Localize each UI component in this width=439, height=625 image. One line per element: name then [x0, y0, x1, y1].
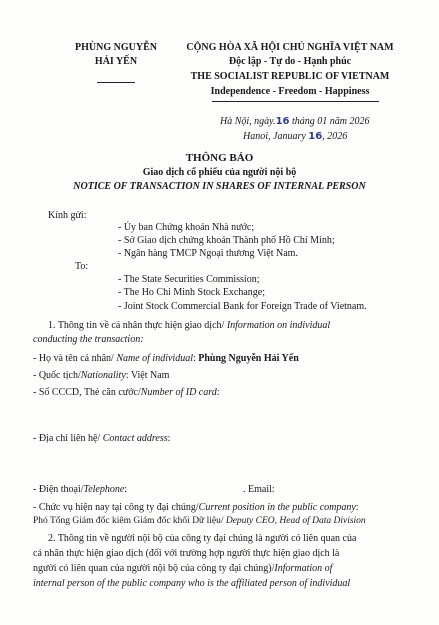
section1-heading: 1. Thông tin về cá nhân thực hiện giao dịch/ Information on individual [48, 320, 331, 331]
date-vn: Hà Nội, ngày.16 tháng 01 năm 2026 [220, 116, 370, 127]
section1-heading-cont: conducting the transaction: [33, 334, 144, 345]
field-position-value: Phó Tổng Giám đốc kiêm Giám đốc khối Dữ liệu/ Deputy CEO, Head of Data Division [33, 516, 366, 526]
title-sub-vn: Giao dịch cổ phiếu của người nội bộ [142, 167, 297, 178]
date-en: Hanoi, January 16, 2026 [243, 131, 348, 142]
addressee-vn-item-3: - Ngân hàng TMCP Ngoại thương Việt Nam. [118, 248, 298, 259]
field-position: - Chức vụ hiện nay tại công ty đại chúng/Current position in the public company: [33, 502, 359, 513]
section2-line4: internal person of the public company who is the affiliated person of individual [33, 578, 351, 589]
addressee-en-item-1: - The State Securities Commission; [118, 274, 260, 285]
date-vn-day: 16 [275, 116, 290, 127]
addressee-vn-label: Kính gửi: [48, 210, 87, 221]
title-sub-en: NOTICE OF TRANSACTION IN SHARES OF INTERNAL PERSON [73, 181, 366, 192]
section2-line3: người có liên quan của người nội bộ của công ty đại chúng)/Information of [33, 563, 333, 574]
addressee-en-item-3: - Joint Stock Commercial Bank for Foreign Trade of Vietnam. [118, 301, 367, 312]
addressee-en-label: To: [75, 261, 89, 272]
header-right-line3: THE SOCIALIST REPUBLIC OF VIETNAM [190, 71, 390, 82]
field-name-value: Phùng Nguyễn Hải Yến [198, 353, 299, 364]
field-name: - Họ và tên cá nhân/ Name of individual: Phùng Nguyễn Hải Yến [33, 353, 299, 364]
header-left-line2: HẢI YẾN [94, 56, 138, 67]
page-title: THÔNG BÁO [185, 152, 254, 164]
field-phone: - Điện thoại/Telephone: [33, 484, 128, 495]
date-en-day: 16 [308, 131, 323, 142]
field-id-card: - Số CCCD, Thẻ căn cước/Number of ID card: [33, 387, 220, 398]
field-email: . Email: [243, 484, 275, 495]
header-right-line4: Independence - Freedom - Happiness [210, 86, 370, 97]
field-nationality: - Quốc tịch/Nationality: Việt Nam [33, 370, 170, 381]
header-right-line1: CỘNG HÒA XÃ HỘI CHỦ NGHĨA VIỆT NAM [186, 42, 394, 53]
addressee-vn-item-2: - Sở Giao dịch chứng khoán Thành phố Hồ Chí Minh; [118, 235, 335, 246]
addressee-en-item-2: - The Ho Chi Minh Stock Exchange; [118, 287, 266, 298]
header-right-underline [212, 101, 379, 102]
addressee-vn-item-1: - Ủy ban Chứng khoán Nhà nước; [118, 222, 255, 233]
section2-line2: cá nhân thực hiện giao dịch (đối với trường hợp người thực hiện giao dịch là [33, 548, 340, 559]
header-left-line1: PHÙNG NGUYỄN [75, 42, 157, 53]
header-right-line2: Độc lập - Tự do - Hạnh phúc [228, 56, 352, 67]
field-address: - Địa chỉ liên hệ/ Contact address: [33, 433, 171, 444]
section2-line1: 2. Thông tin về người nội bộ của công ty đại chúng là người có liên quan của [48, 533, 357, 544]
field-nationality-value: Việt Nam [130, 370, 170, 381]
header-left-underline [97, 82, 135, 83]
